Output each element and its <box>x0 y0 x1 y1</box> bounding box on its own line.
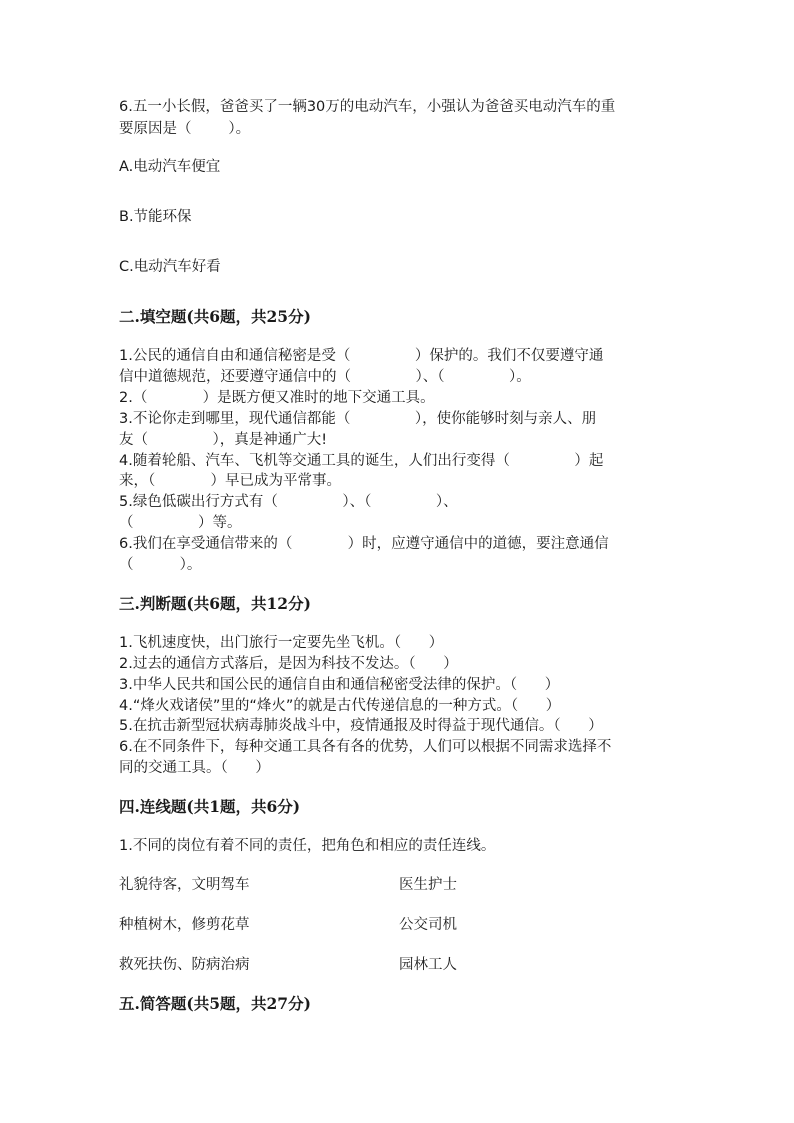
fill-line-6: 4.随着轮船、汽车、飞机等交通工具的诞生，人们出行变得（ ）起 <box>119 453 604 469</box>
fill-line-8: 5.绿色低碳出行方式有（ ）、（ ）、 <box>119 494 458 510</box>
option-c: C.电动汽车好看 <box>119 259 221 275</box>
matching-right-item-1: 医生护士 <box>399 877 457 893</box>
judge-line-7: 同的交通工具。（ ） <box>119 760 270 776</box>
fill-line-7: 来，（ ）早已成为平常事。 <box>119 473 342 489</box>
judge-line-1: 1.飞机速度快，出门旅行一定要先坐飞机。（ ） <box>119 635 444 651</box>
judge-line-3: 3.中华人民共和国公民的通信自由和通信秘密受法律的保护。（ ） <box>119 677 560 693</box>
fill-line-10: 6.我们在享受通信带来的（ ）时，应遵守通信中的道德，要注意通信 <box>119 536 609 552</box>
fill-line-4: 3.不论你走到哪里，现代通信都能（ ），使你能够时刻与亲人、朋 <box>119 411 597 427</box>
fill-line-1: 1.公民的通信自由和通信秘密是受（ ）保护的。我们不仅要遵守通 <box>119 348 604 364</box>
fill-line-3: 2.（ ）是既方便又准时的地下交通工具。 <box>119 390 435 406</box>
option-a: A.电动汽车便宜 <box>119 159 221 175</box>
judge-line-2: 2.过去的通信方式落后，是因为科技不发达。（ ） <box>119 656 458 672</box>
question-6-stem-line-1: 6.五一小长假，爸爸买了一辆30万的电动汽车，小强认为爸爸买电动汽车的重 <box>119 99 616 115</box>
matching-right-item-2: 公交司机 <box>399 917 457 933</box>
fill-line-9: （ ）等。 <box>119 515 242 531</box>
fill-line-11: （ ）。 <box>119 557 202 573</box>
matching-left-item-2: 种植树木，修剪花草 <box>119 917 250 933</box>
judge-line-4: 4.“烽火戏诸侯”里的“烽火”的就是古代传递信息的一种方式。（ ） <box>119 698 561 714</box>
judge-line-6: 6.在不同条件下，每种交通工具各有各的优势，人们可以根据不同需求选择不 <box>119 739 612 755</box>
fill-line-5: 友（ ），真是神通广大! <box>119 432 328 448</box>
question-6-stem-line-2: 要原因是（ ）。 <box>119 121 251 137</box>
judge-line-5: 5.在抗击新型冠状病毒肺炎战斗中，疫情通报及时得益于现代通信。（ ） <box>119 718 603 734</box>
matching-left-item-3: 救死扶伤、防病治病 <box>119 957 250 973</box>
fill-line-2: 信中道德规范，还要遵守通信中的（ ）、（ ）。 <box>119 369 531 385</box>
section-2-title: 二.填空题(共6题，共25分) <box>119 307 311 326</box>
option-b: B.节能环保 <box>119 209 192 225</box>
section-5-title: 五.简答题(共5题，共27分) <box>119 994 311 1013</box>
matching-right-item-3: 园林工人 <box>399 957 457 973</box>
section-4-title: 四.连线题(共1题，共6分) <box>119 797 301 816</box>
matching-question: 1.不同的岗位有着不同的责任，把角色和相应的责任连线。 <box>119 838 496 854</box>
matching-left-item-1: 礼貌待客，文明驾车 <box>119 877 250 893</box>
section-3-title: 三.判断题(共6题，共12分) <box>119 594 311 613</box>
